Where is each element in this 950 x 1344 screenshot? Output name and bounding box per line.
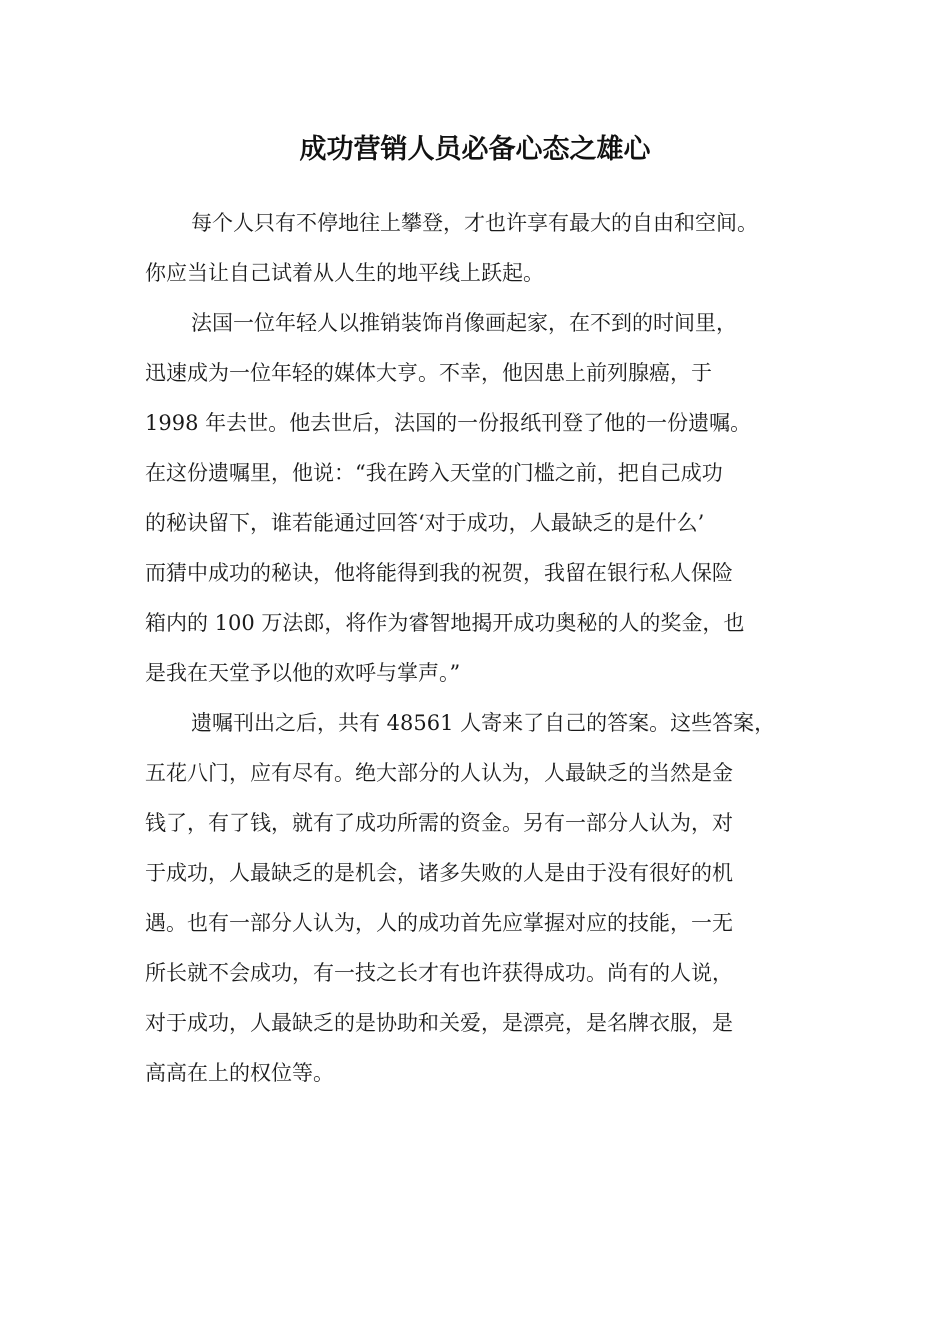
- paragraph-2-line-3: 1998 年去世。他去世后，法国的一份报纸刊登了他的一份遗嘱。: [145, 411, 752, 435]
- document-title: 成功营销人员必备心态之雄心: [299, 134, 651, 165]
- paragraph-2-line-5: 的秘诀留下，谁若能通过回答‘对于成功，人最缺乏的是什么’: [145, 511, 705, 535]
- paragraph-3-line-4: 于成功，人最缺乏的是机会，诸多失败的人是由于没有很好的机: [145, 861, 733, 885]
- paragraph-3-line-3: 钱了，有了钱，就有了成功所需的资金。另有一部分人认为，对: [145, 811, 733, 835]
- paragraph-2-line-6: 而猜中成功的秘诀，他将能得到我的祝贺，我留在银行私人保险: [145, 561, 733, 585]
- paragraph-2-line-7: 箱内的 100 万法郎，将作为睿智地揭开成功奥秘的人的奖金，也: [145, 611, 745, 635]
- paragraph-3-line-2: 五花八门，应有尽有。绝大部分的人认为，人最缺乏的当然是金: [145, 761, 733, 785]
- paragraph-1-line-2: 你应当让自己试着从人生的地平线上跃起。: [145, 261, 544, 285]
- paragraph-3-line-6: 所长就不会成功，有一技之长才有也许获得成功。尚有的人说，: [145, 961, 733, 985]
- paragraph-3-line-1: 遗嘱刊出之后，共有 48561 人寄来了自己的答案。这些答案，: [191, 711, 776, 735]
- paragraph-3-line-7: 对于成功，人最缺乏的是协助和关爱，是漂亮，是名牌衣服，是: [145, 1011, 733, 1035]
- paragraph-1-line-1: 每个人只有不停地往上攀登，才也许享有最大的自由和空间。: [191, 211, 758, 235]
- paragraph-2-line-8: 是我在天堂予以他的欢呼与掌声。”: [145, 661, 461, 685]
- paragraph-2-line-4: 在这份遗嘱里，他说：“我在跨入天堂的门槛之前，把自己成功: [145, 461, 723, 485]
- paragraph-3-line-5: 遇。也有一部分人认为，人的成功首先应掌握对应的技能，一无: [145, 911, 733, 935]
- paragraph-3-line-8: 高高在上的权位等。: [145, 1061, 334, 1085]
- paragraph-2-line-2: 迅速成为一位年轻的媒体大亨。不幸，他因患上前列腺癌，于: [145, 361, 712, 385]
- paragraph-2-line-1: 法国一位年轻人以推销装饰肖像画起家，在不到的时间里，: [191, 311, 737, 335]
